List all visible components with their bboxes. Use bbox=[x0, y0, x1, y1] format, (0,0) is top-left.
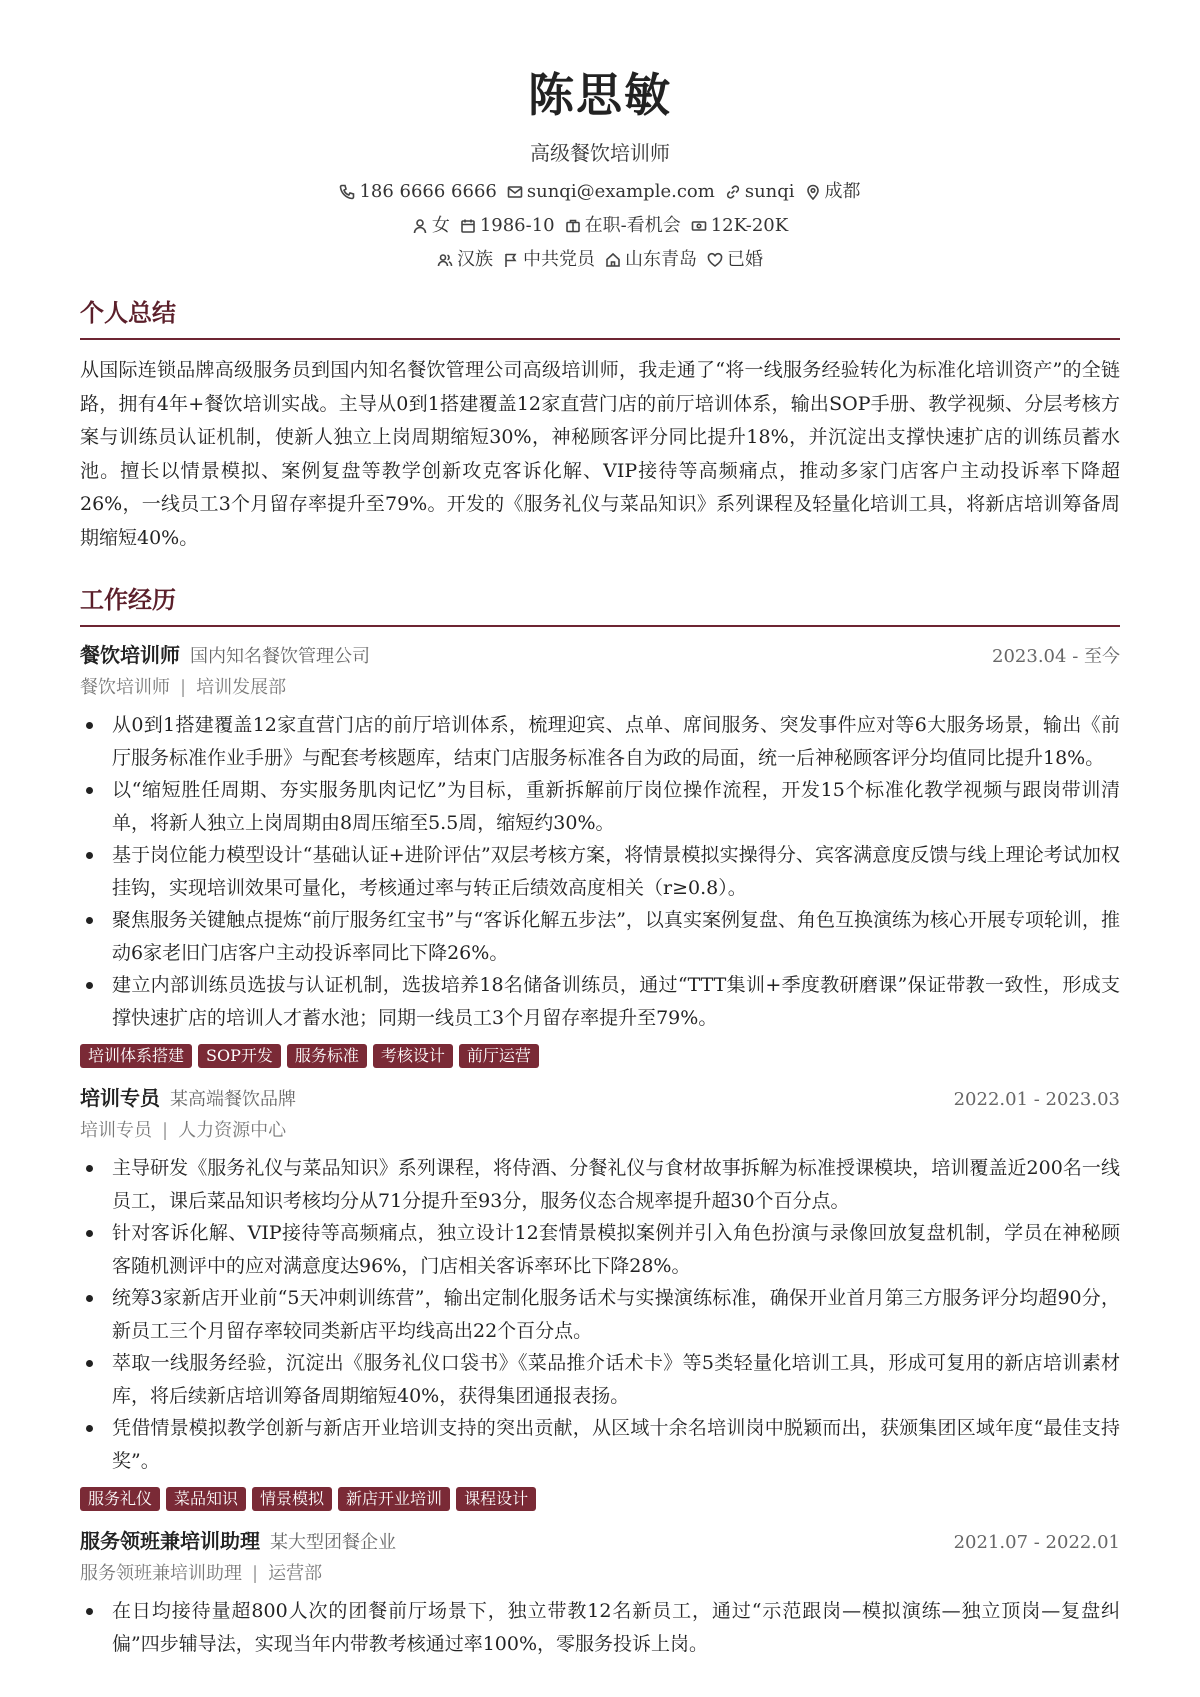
politics-text: 中共党员 bbox=[523, 249, 595, 270]
wechat-text: sunqi bbox=[744, 181, 795, 202]
job-bullets bbox=[80, 1595, 1120, 1660]
ethnicity-info bbox=[437, 248, 493, 272]
job-department: 运营部 bbox=[268, 1563, 323, 1584]
users-icon bbox=[437, 252, 453, 268]
status-text: 在职-看机会 bbox=[584, 215, 681, 236]
skill-tag: 情景模拟 bbox=[252, 1487, 332, 1511]
summary-section bbox=[80, 298, 1120, 555]
bullet-item: 在日均接待量超800人次的团餐前厅场景下，独立带教12名新员工，通过“示范跟岗—模拟演练—独立顶岗—复盘纠偏”四步辅导法，实现当年内带教考核通过率100%，零服务投诉上岗。 bbox=[80, 1595, 1120, 1660]
heart-icon bbox=[707, 252, 723, 268]
separator: | bbox=[180, 677, 187, 698]
hometown-info bbox=[605, 248, 697, 272]
home-icon bbox=[605, 252, 621, 268]
job-subline bbox=[80, 673, 1120, 703]
job-company: 某大型团餐企业 bbox=[270, 1532, 396, 1553]
email-info bbox=[507, 180, 715, 204]
job-role: 餐饮培训师 bbox=[80, 643, 180, 667]
birth-text: 1986-10 bbox=[479, 215, 555, 236]
experience-heading: 工作经历 bbox=[80, 585, 1120, 627]
skill-tags bbox=[80, 1044, 1120, 1068]
separator: | bbox=[162, 1120, 169, 1141]
bullet-item: 针对客诉化解、VIP接待等高频痛点，独立设计12套情景模拟案例并引入角色扮演与录像回放复盘机制，学员在神秘顾客随机测评中的应对满意度达96%，门店相关客诉率环比下降28%。 bbox=[80, 1217, 1120, 1282]
job-title-group bbox=[80, 641, 370, 671]
job-position: 餐饮培训师 bbox=[80, 677, 170, 698]
skill-tag: 服务礼仪 bbox=[80, 1487, 160, 1511]
job-position: 服务领班兼培训助理 bbox=[80, 1563, 242, 1584]
salary-text: 12K-20K bbox=[710, 215, 789, 236]
phone-info bbox=[339, 180, 496, 204]
skill-tag: 考核设计 bbox=[373, 1044, 453, 1068]
mail-icon bbox=[507, 184, 523, 200]
job-role: 培训专员 bbox=[80, 1086, 160, 1110]
job-company: 某高端餐饮品牌 bbox=[170, 1089, 296, 1110]
job-title-group bbox=[80, 1084, 296, 1114]
bullet-item: 萃取一线服务经验，沉淀出《服务礼仪口袋书》《菜品推介话术卡》等5类轻量化培训工具，形成可复用的新店培训素材库，将后续新店培训筹备周期缩短40%，获得集团通报表扬。 bbox=[80, 1347, 1120, 1412]
job-bullets bbox=[80, 709, 1120, 1034]
skill-tag: 课程设计 bbox=[456, 1487, 536, 1511]
birth-info bbox=[460, 214, 555, 238]
skill-tags bbox=[80, 1487, 1120, 1511]
skill-tag: SOP开发 bbox=[198, 1044, 281, 1068]
summary-heading: 个人总结 bbox=[80, 298, 1120, 340]
job-subline bbox=[80, 1559, 1120, 1589]
job-header bbox=[80, 1084, 1120, 1114]
ethnicity-text: 汉族 bbox=[457, 249, 493, 270]
bullet-item: 基于岗位能力模型设计“基础认证+进阶评估”双层考核方案，将情景模拟实操得分、宾客满意度反馈与线上理论考试加权挂钩，实现培训效果可量化，考核通过率与转正后绩效高度相关（r≥0.8）。 bbox=[80, 839, 1120, 904]
job-bullets bbox=[80, 1152, 1120, 1477]
job-department: 人力资源中心 bbox=[178, 1120, 287, 1141]
resume-header bbox=[80, 0, 1120, 272]
bullet-item: 从0到1搭建覆盖12家直营门店的前厅培训体系，梳理迎宾、点单、席间服务、突发事件应对等6大服务场景，输出《前厅服务标准作业手册》与配套考核题库，结束门店服务标准各自为政的局面，统一后神秘顾客评分均值同比提升18%。 bbox=[80, 709, 1120, 774]
location-pin-icon bbox=[805, 184, 821, 200]
flag-icon bbox=[503, 252, 519, 268]
money-icon bbox=[691, 218, 707, 234]
bullet-item: 统筹3家新店开业前“5天冲刺训练营”，输出定制化服务话术与实操演练标准，确保开业首月第三方服务评分均超90分，新员工三个月留存率较同类新店平均线高出22个百分点。 bbox=[80, 1282, 1120, 1347]
location-info bbox=[805, 180, 861, 204]
skill-tag: 菜品知识 bbox=[166, 1487, 246, 1511]
phone-text: 186 6666 6666 bbox=[359, 181, 497, 202]
job-header bbox=[80, 1527, 1120, 1557]
wechat-info bbox=[725, 180, 795, 204]
job-entry bbox=[80, 1084, 1120, 1511]
hometown-text: 山东青岛 bbox=[625, 249, 697, 270]
job-subline bbox=[80, 1116, 1120, 1146]
user-icon bbox=[412, 218, 428, 234]
skill-tag: 新店开业培训 bbox=[338, 1487, 450, 1511]
bullet-item: 聚焦服务关键触点提炼“前厅服务红宝书”与“客诉化解五步法”，以真实案例复盘、角色互换演练为核心开展专项轮训，推动6家老旧门店客户主动投诉率同比下降26%。 bbox=[80, 904, 1120, 969]
job-department: 培训发展部 bbox=[196, 677, 287, 698]
contact-line bbox=[80, 180, 1120, 204]
personal-line bbox=[80, 214, 1120, 238]
marital-info bbox=[707, 248, 763, 272]
job-date: 2023.04 - 至今 bbox=[992, 646, 1120, 667]
link-icon bbox=[725, 184, 741, 200]
job-date: 2021.07 - 2022.01 bbox=[953, 1532, 1120, 1553]
job-company: 国内知名餐饮管理公司 bbox=[190, 646, 370, 667]
skill-tag: 培训体系搭建 bbox=[80, 1044, 192, 1068]
summary-text: 从国际连锁品牌高级服务员到国内知名餐饮管理公司高级培训师，我走通了“将一线服务经验转化为标准化培训资产”的全链路，拥有4年+餐饮培训实战。主导从0到1搭建覆盖12家直营门店的前厅培训体系，输出SOP手册、教学视频、分层考核方案与训练员认证机制，使新人独立上岗周期缩短30%，神秘顾客评分同比提升18%，并沉淀出支撑快速扩店的训练员蓄水池。擅长以情景模拟、案例复盘等教学创新攻克客诉化解、VIP接待等高频痛点，推动多家门店客户主动投诉率下降超26%，一线员工3个月留存率提升至79%。开发的《服务礼仪与菜品知识》系列课程及轻量化培训工具，将新店培训筹备周期缩短40%。 bbox=[80, 359, 1120, 549]
bullet-item: 以“缩短胜任周期、夯实服务肌肉记忆”为目标，重新拆解前厅岗位操作流程，开发15个标准化教学视频与跟岗带训清单，将新人独立上岗周期由8周压缩至5.5周，缩短约30%。 bbox=[80, 774, 1120, 839]
job-title-group bbox=[80, 1527, 396, 1557]
politics-info bbox=[503, 248, 595, 272]
experience-section bbox=[80, 585, 1120, 1660]
bullet-item: 建立内部训练员选拔与认证机制，选拔培养18名储备训练员，通过“TTT集训+季度教研磨课”保证带教一致性，形成支撑快速扩店的培训人才蓄水池；同期一线员工3个月留存率提升至79%。 bbox=[80, 969, 1120, 1034]
calendar-icon bbox=[460, 218, 476, 234]
status-info bbox=[565, 214, 681, 238]
location-text: 成都 bbox=[824, 181, 861, 202]
gender-info bbox=[412, 214, 450, 238]
job-date: 2022.01 - 2023.03 bbox=[953, 1089, 1120, 1110]
skill-tag: 前厅运营 bbox=[459, 1044, 539, 1068]
candidate-title: 高级餐饮培训师 bbox=[530, 141, 670, 165]
gender-text: 女 bbox=[431, 215, 450, 236]
job-entry bbox=[80, 641, 1120, 1068]
job-position: 培训专员 bbox=[80, 1120, 152, 1141]
job-role: 服务领班兼培训助理 bbox=[80, 1529, 260, 1553]
separator: | bbox=[252, 1563, 259, 1584]
phone-icon bbox=[339, 184, 355, 200]
job-entry bbox=[80, 1527, 1120, 1660]
email-text: sunqi@example.com bbox=[526, 181, 715, 202]
background-line bbox=[80, 248, 1120, 272]
bullet-item: 凭借情景模拟教学创新与新店开业培训支持的突出贡献，从区域十余名培训岗中脱颖而出，获颁集团区域年度“最佳支持奖”。 bbox=[80, 1412, 1120, 1477]
salary-info bbox=[691, 214, 788, 238]
briefcase-icon bbox=[565, 218, 581, 234]
bullet-item: 主导研发《服务礼仪与菜品知识》系列课程，将侍酒、分餐礼仪与食材故事拆解为标准授课模块，培训覆盖近200名一线员工，课后菜品知识考核均分从71分提升至93分，服务仪态合规率提升超30个百分点。 bbox=[80, 1152, 1120, 1217]
skill-tag: 服务标准 bbox=[287, 1044, 367, 1068]
marital-text: 已婚 bbox=[727, 249, 763, 270]
candidate-name: 陈思敏 bbox=[528, 68, 672, 122]
job-header bbox=[80, 641, 1120, 671]
